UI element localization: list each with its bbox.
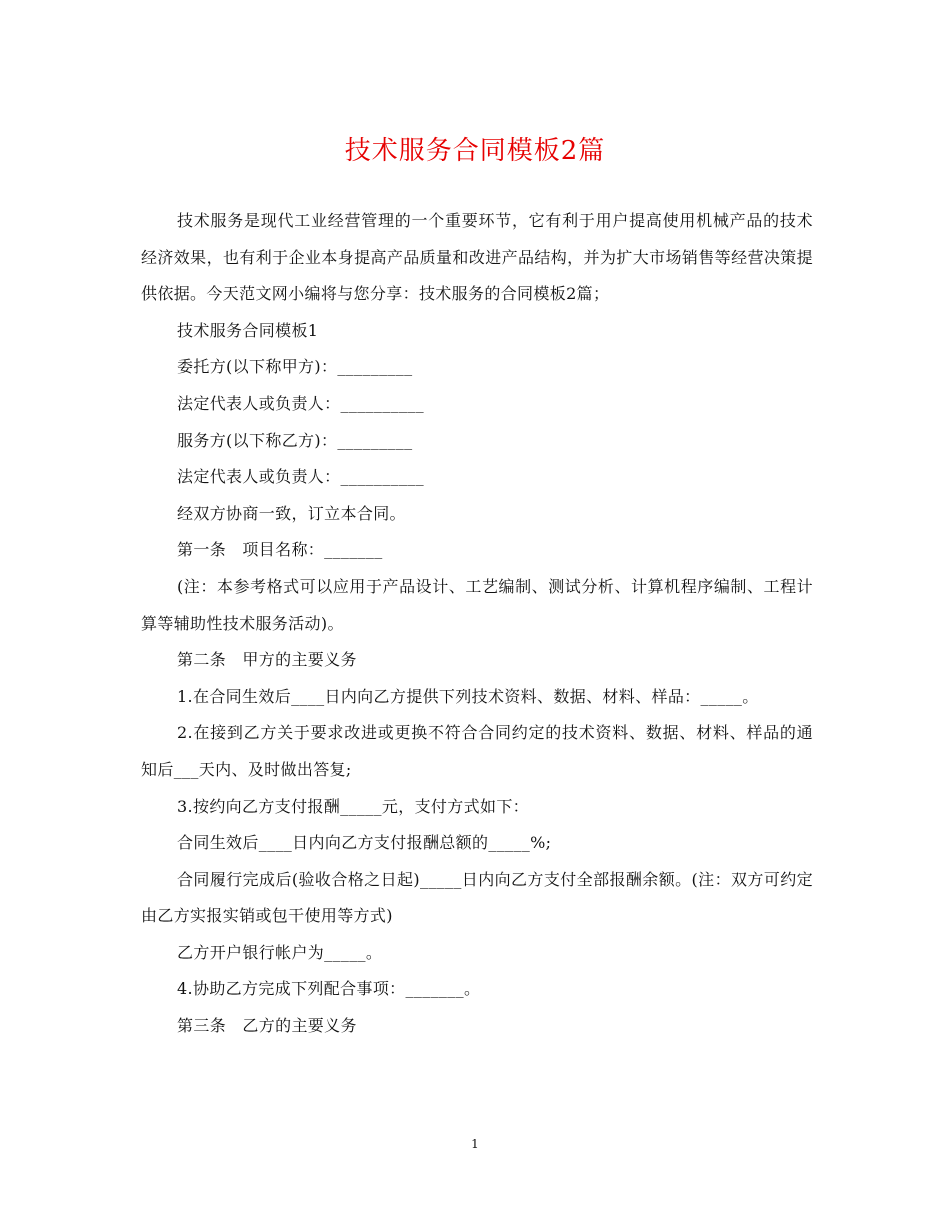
template-heading: 技术服务合同模板1 (177, 320, 319, 340)
service-party-line: 服务方(以下称乙方)：_________ (177, 430, 413, 450)
document-title: 技术服务合同模板2篇 (344, 136, 606, 166)
bank-account-line: 乙方开户银行帐户为_____。 (177, 942, 383, 962)
obligation-4: 4.协助乙方完成下列配合事项：_______。 (177, 979, 481, 999)
document-body (141, 203, 813, 1045)
payment-term-1: 合同生效后____日内向乙方支付报酬总额的_____%; (177, 833, 552, 853)
page-number: 1 (471, 1137, 479, 1151)
article-1-heading: 第一条 项目名称：_______ (177, 540, 383, 560)
service-representative-line: 法定代表人或负责人：__________ (177, 467, 425, 487)
article-1-note: (注：本参考格式可以应用于产品设计、工艺编制、测试分析、计算机程序编制、工程计算等辅助性技术服务活动)。 (141, 576, 813, 633)
article-2-heading: 第二条 甲方的主要义务 (177, 650, 357, 670)
client-party-line: 委托方(以下称甲方)：_________ (177, 357, 413, 377)
payment-term-2: 合同履行完成后(验收合格之日起)_____日内向乙方支付全部报酬余额。(注：双方可约定由乙方实报实销或包干使用等方式) (141, 869, 813, 926)
client-representative-line: 法定代表人或负责人：__________ (177, 393, 425, 413)
agreement-statement: 经双方协商一致，订立本合同。 (177, 503, 406, 523)
obligation-1: 1.在合同生效后____日内向乙方提供下列技术资料、数据、材料、样品：_____。 (177, 686, 759, 706)
article-3-heading: 第三条 乙方的主要义务 (177, 1016, 357, 1036)
obligation-3: 3.按约向乙方支付报酬_____元，支付方式如下： (177, 796, 530, 816)
obligation-2: 2.在接到乙方关于要求改进或更换不符合合同约定的技术资料、数据、材料、样品的通知后___天内、及时做出答复; (141, 723, 813, 779)
intro-paragraph: 技术服务是现代工业经营管理的一个重要环节，它有利于用户提高使用机械产品的技术经济效果，也有利于企业本身提高产品质量和改进产品结构，并为扩大市场销售等经营决策提供依据。今天范文网小编将与您分享：技术服务的合同模板2篇； (141, 211, 813, 304)
